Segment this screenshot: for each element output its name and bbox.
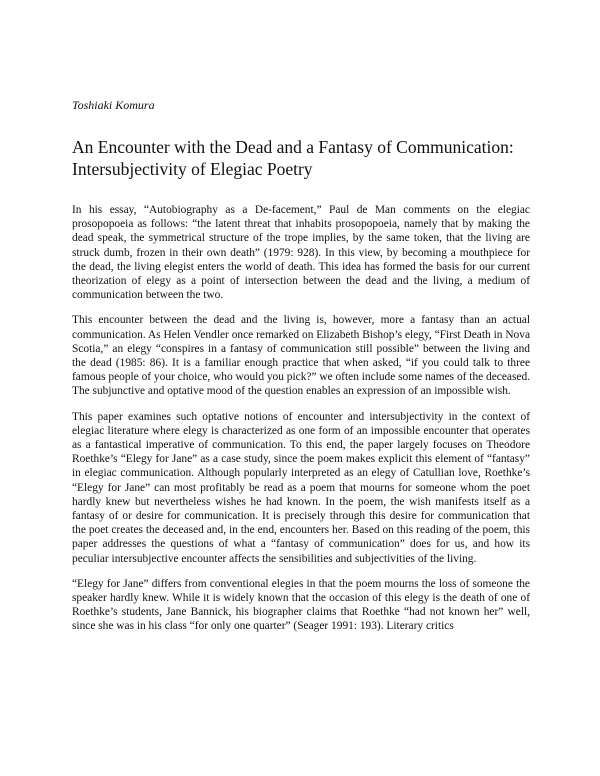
body-text: [72, 203, 530, 634]
paragraph-3: This paper examines such optative notions of encounter and intersubjectivity in the context of elegiac literature where elegy is characterized as one form of an impossible encounter that operates as a fantastical imperative of communication. To this end, the paper largely focuses on Theodore Roethke’s “Elegy for Jane” as a case study, since the poem makes explicit this element of “fantasy” in elegiac communication. Although popularly interpreted as an elegy of Catullian love, Roethke’s “Elegy for Jane” can most profitably be read as a poem that mourns for someone whom the poet hardly knew but nevertheless wishes he had known. In the poem, the wish manifests itself as a fantasy of or desire for communication. It is precisely through this desire for communication that the poet creates the deceased and, in the end, encounters her. Based on this reading of the poem, this paper addresses the questions of what a “fantasy of communication” does for us, and how its peculiar intersubjective encounter affects the sensibilities and subjectivities of the living.: [72, 410, 530, 565]
title-line-1: An Encounter with the Dead and a Fantasy of Communication:: [72, 137, 514, 157]
paragraph-2: This encounter between the dead and the living is, however, more a fantasy than an actual communication. As Helen Vendler once remarked on Elizabeth Bishop’s elegy, “First Death in Nova Scotia,” an elegy “conspires in a fantasy of communication still possible” between the living and the dead (1985: 86). It is a familiar enough practice that when asked, “if you could talk to three famous people of your choice, who would you pick?” we often include some names of the deceased. The subjunctive and optative mood of the question enables an expression of an impossible wish.: [72, 314, 531, 398]
paragraph-1: In his essay, “Autobiography as a De-facement,” Paul de Man comments on the elegiac prosopopoeia as follows: “the latent threat that inhabits prosopopoeia, namely that by making the dead speak, the symmetrical structure of the trope implies, by the same token, that the living are struck dumb, frozen in their own death” (1979: 928). In this view, by becoming a mouthpiece for the dead, the living elegist enters the world of death. This idea has formed the basis for our current theorization of elegy as a point of intersection between the dead and the living, a medium of communication between the two.: [72, 204, 530, 302]
paper-page: [72, 98, 530, 645]
author-name: Toshiaki Komura: [72, 98, 155, 112]
paragraph-4: “Elegy for Jane” differs from conventional elegies in that the poem mourns the loss of someone the speaker hardly knew. While it is widely known that the occasion of this elegy is the death of one of Roethke’s students, Jane Bannick, his biographer claims that Roethke “had not known her” well, since she was in his class “for only one quarter” (Seager 1991: 193). Literary critics: [72, 577, 530, 633]
title-line-2: Intersubjectivity of Elegiac Poetry: [72, 159, 313, 179]
paper-title: [72, 136, 530, 180]
